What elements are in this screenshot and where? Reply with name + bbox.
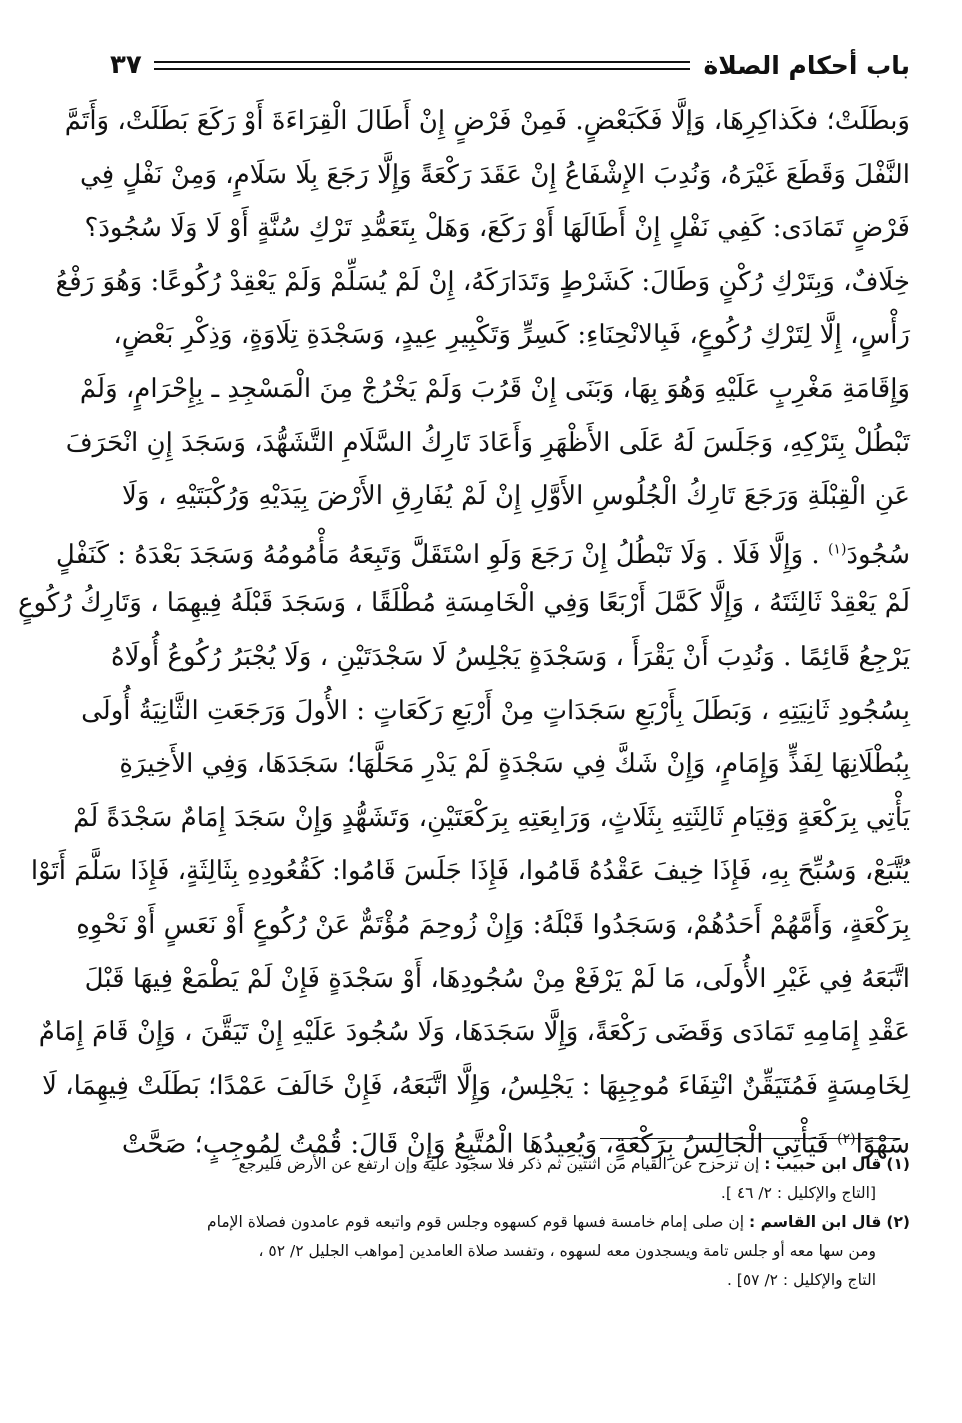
text-line: لَمْ يَعْقِدْ ثَالِثَتَهُ ، وَإِلَّا كَمَّلَ أَرْبَعًا وَفِي الْخَامِسَةِ مُطْلَقًا ، وَسَجَدَ قَبْلَهُ فِيهِمَا ، وَتَارِكُ رُكُوعٍ: [18, 588, 910, 619]
text-line-start: سُجُودَ$^{(١)}$ . وَإِلَّا فَلَا . وَلَا تَبْطُلُ إِنْ رَجَعَ وَلَوِ اسْتَقَلَّ وَتَبِعَهُ مَأْمُومُهُ وَسَجَدَ بَعْدَهُ : كَنَفْلٍ: [55, 540, 910, 571]
footnote-text: إن تزحزح عن القيام من اثنتين ثم ذكر فلا سجود عليه وإن ارتفع عن الأرض فليرجع: [238, 1155, 760, 1173]
text-line: سَهْوًا$^{(٢)}$ فَيَأْتِي الْجَالِسُ بِرَكْعَةٍ، وَيُعِيدُهَا الْمُتَّبِعُ وَإِنْ قَالَ: قُمْتُ لِمُوجِبٍ؛ صَحَّتْ: [121, 1129, 910, 1160]
text-line: عَقْدِ إِمَامِهِ تَمَادَى وَقَضَى رَكْعَةً، وَإِلَّا سَجَدَهَا، وَلَا سُجُودَ عَلَيْهِ إِنْ تَيَقَّنَ ، وَإِنْ قَامَ إِمَامٌ: [38, 1017, 910, 1048]
text-line: فَرْضٍ تَمَادَى: كَفِي نَفْلٍ إِنْ أَطَالَهَا أَوْ رَكَعَ، وَهَلْ بِتَعَمُّدِ تَرْكِ سُنَّةٍ أَوْ لَا وَلَا سُجُودَ؟: [84, 213, 910, 244]
text-line: يُتَّبَعْ، وَسُبِّحَ بِهِ، فَإِذَا خِيفَ عَقْدُهُ قَامُوا، فَإِذَا جَلَسَ قَامُوا: كَقُعُودِهِ بِثَالِثَةٍ، فَإِذَا سَلَّمَ أَتَوْا: [30, 856, 910, 887]
footnote-separator: [600, 1138, 900, 1139]
text-line: يَرْجِعُ قَائِمًا . وَنُدِبَ أَنْ يَقْرَأَ ، وَسَجْدَةٍ يَجْلِسُ لَا سَجْدَتَيْنِ ، وَلَا يُجْبَرُ رُكُوعُ أُولَاهُ: [110, 641, 910, 672]
text-line: رَأْسٍ، إِلَّا لِتَرْكِ رُكُوعٍ، فَبِالانْحِنَاءِ: كَسِرٍّ وَتَكْبِيرِ عِيدٍ، وَسَجْدَةِ تِلَاوَةٍ، وَذِكْرِ بَعْضٍ،: [113, 320, 910, 351]
footnote-line: [122, 1208, 910, 1237]
footnote-number: (٢): [886, 1213, 910, 1231]
text-line: بِسُجُودِ ثَانِيَتِهِ ، وَبَطَلَ بِأَرْبَعِ سَجَدَاتٍ مِنْ أَرْبَعِ رَكَعَاتٍ : الأُولَ وَرَجَعَتِ الثَّانِيَةُ أُولَى: [81, 695, 910, 726]
chapter-title: باب أحكام الصلاة: [703, 50, 910, 80]
text-line: بِرَكْعَةٍ، وَأَمَّهُمْ أَحَدُهُمْ، وَسَجَدُوا قَبْلَهُ: وَإِنْ زُوحِمَ مُؤْتَمٌّ عَنْ رُكُوعٍ أَوْ نَعَسٍ أَوْ نَحْوِهِ: [76, 909, 910, 940]
footnote-ref-2: (٢): [837, 1131, 856, 1148]
footnote-2: [122, 1208, 910, 1295]
footnote-author: قال ابن القاسم :: [749, 1213, 882, 1231]
footnote-number: (١): [886, 1155, 910, 1173]
footnote-author: قال ابن حبيب :: [764, 1155, 882, 1173]
text-line: يَأْتِي بِرَكْعَةٍ وَقِيَامِ ثَالِثَتِهِ بِثَلَاثٍ، وَرَابِعَتِهِ بِرَكْعَتَيْنِ، وَتَشَهُّدٍ وَإِنْ سَجَدَ إِمَامٌ سَجْدَةً لَمْ: [73, 802, 910, 833]
footnotes: [122, 1150, 910, 1295]
text-line: تَبْطُلْ بِتَرْكِهِ، وَجَلَسَ لَهُ عَلَى الأَظْهَرِ وَأَعَادَ تَارِكُ السَّلَامِ التَّشَهُّدَ، وَسَجَدَ إِنِ انْحَرَفَ: [65, 427, 910, 458]
main-text: [18, 95, 910, 1167]
footnote-1: [122, 1150, 910, 1208]
text-line: النَّفْلَ وَقَطَعَ غَيْرَهُ، وَنُدِبَ الإِشْفَاعُ إِنْ عَقَدَ رَكْعَةً وَإِلَّا رَجَعَ بِلَا سَلَامٍ، وَمِنْ نَفْلٍ فِي: [80, 159, 910, 190]
footnote-line: [التاج والإكليل : ٢/ ٤٦ ].: [720, 1184, 876, 1202]
page-header: [110, 44, 910, 86]
text-line: اتَّبَعَهُ فِي غَيْرِ الأُولَى، مَا لَمْ يَرْفَعْ مِنْ سُجُودِهَا، أَوْ سَجْدَةٍ فَإِنْ لَمْ يَطْمَعْ فِيهَا قَبْلَ: [84, 963, 910, 994]
footnote-line: ومن سها معه أو جلس تامة ويسجدون معه لسهوه ، وتفسد صلاة العامدين [مواهب الجليل ٢/ ٥٢ ،: [258, 1242, 876, 1260]
text-line: لِخَامِسَةٍ فَمُتَيَقِّنٌ انْتِفَاءَ مُوجِبِهَا : يَجْلِسُ، وَإِلَّا اتَّبَعَهُ، فَإِنْ خَالَفَ عَمْدًا؛ بَطَلَتْ فِيهِمَا، لَا: [42, 1070, 910, 1101]
text-line: عَنِ الْقِبْلَةِ وَرَجَعَ تَارِكُ الْجُلُوسِ الأَوَّلِ إِنْ لَمْ يُفَارِقِ الأَرْضَ بِيَدَيْهِ وَرُكْبَتَيْهِ ، وَلَا: [122, 481, 910, 512]
text-line: خِلَافٌ، وَبِتَرْكِ رُكْنٍ وَطَالَ: كَشَرْطٍ وَتَدَارَكَهُ، إِنْ لَمْ يُسَلِّمْ وَلَمْ يَعْقِدْ رُكُوعًا: وَهُوَ رَفْعُ: [55, 266, 910, 297]
text-line: وَبطَلَتْ؛ فكَذاكِرِهَا، وَإلَّا فَكَبَعْضٍ. فَمِنْ فَرْضٍ إِنْ أَطَالَ الْقِرَاءَةَ أَوْ رَكَعَ بَطَلَتْ، وَأَتَمَّ: [64, 106, 910, 136]
header-rule: [154, 61, 690, 70]
footnote-line: [122, 1150, 910, 1179]
text-line: وَإِقَامَةِ مَغْرِبٍ عَلَيْهِ وَهُوَ بِهَا، وَبَنَى إِنْ قَرُبَ وَلَمْ يَخْرُجْ مِنَ الْمَسْجِدِ ـ بِإِحْرَامٍ، وَلَمْ: [79, 373, 910, 404]
text-line: بِبُطْلَانِهَا لِفَذٍّ وَإِمَامٍ، وَإِنْ شَكَّ فِي سَجْدَةٍ لَمْ يَدْرِ مَحَلَّهَا؛ سَجَدَهَا، وَفِي الأَخِيرَةِ: [119, 749, 910, 780]
text-line-with-footnote: [55, 524, 910, 578]
footnote-line: التاج والإكليل : ٢/ ٥٧] .: [726, 1271, 876, 1289]
footnote-text: إن صلى إمام خامسة فسها قوم كسهوه وجلس قوم واتبعه قوم عامدون فصلاة الإمام: [207, 1213, 745, 1231]
footnote-ref-1: (١): [827, 541, 847, 558]
page-number: ٣٧: [110, 50, 142, 80]
